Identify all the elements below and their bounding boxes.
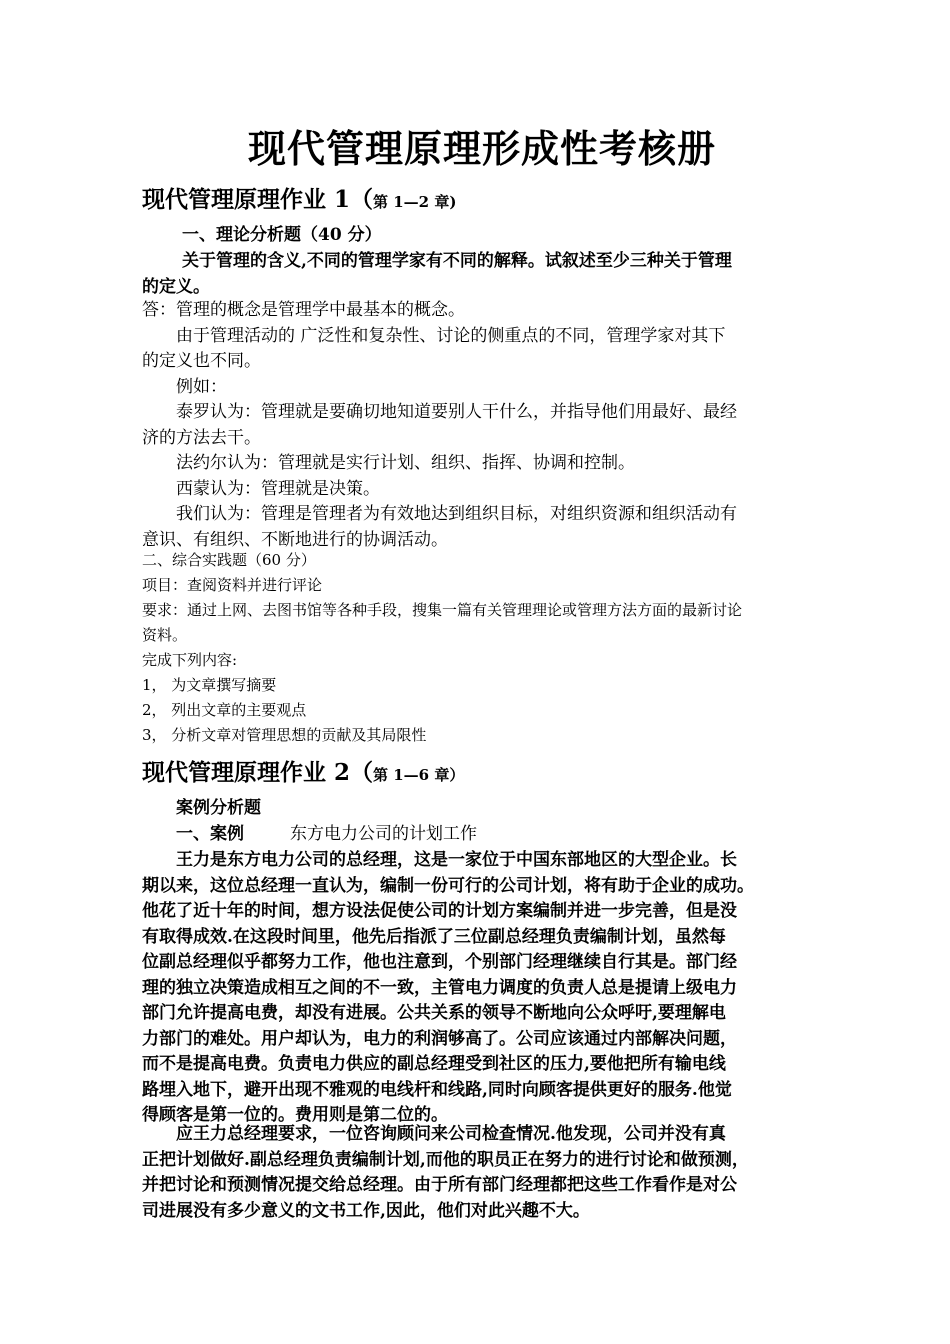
question-line: 关于管理的含义,不同的管理学家有不同的解释。试叙述至少三种关于管理 — [182, 251, 732, 271]
section2-line: 完成下列内容: — [142, 651, 238, 669]
answer-line: 答：管理的概念是管理学中最基本的概念。 — [142, 300, 465, 320]
hw2-heading-text: 现代管理原理作业 2（ — [142, 759, 374, 786]
case-line: 应王力总经理要求，一位咨询顾问来公司检查情况.他发现，公司并没有真 — [176, 1124, 726, 1144]
case-line: 得顾客是第一位的。费用则是第二位的。 — [142, 1105, 448, 1125]
case-name: 东方电力公司的计划工作 — [290, 824, 477, 844]
section2-line: 二、综合实践题（60 分） — [142, 551, 316, 569]
case-line: 他花了近十年的时间，想方设法促使公司的计划方案编制并进一步完善，但是没 — [142, 901, 737, 921]
section2-line: 2， 列出文章的主要观点 — [142, 701, 307, 719]
hw2-case-paragraph-2 — [142, 1122, 822, 1224]
case-line: 部门允许提高电费，却没有进展。公共关系的领导不断地向公众呼吁,要理解电 — [142, 1003, 726, 1023]
case-line: 并把讨论和预测情况提交给总经理。由于所有部门经理都把这些工作看作是对公 — [142, 1175, 737, 1195]
hw1-answer — [142, 298, 822, 553]
answer-line: 例如： — [176, 376, 227, 397]
section2-line: 1， 为文章撰写摘要 — [142, 676, 277, 694]
case-line: 司进展没有多少意义的文书工作,因此，他们对此兴趣不大。 — [142, 1200, 590, 1221]
answer-line: 法约尔认为：管理就是实行计划、组织、指挥、协调和控制。 — [176, 453, 635, 473]
document-title: 现代管理原理形成性考核册 — [247, 126, 716, 171]
section2-line: 3， 分析文章对管理思想的贡献及其局限性 — [142, 726, 427, 744]
case-label: 一、案例 — [176, 824, 244, 844]
case-line: 路埋入地下，避开出现不雅观的电线杆和线路,同时向顾客提供更好的服务.他觉 — [142, 1079, 732, 1100]
case-line: 力部门的难处。用户却认为，电力的利润够高了。公司应该通过内部解决问题， — [142, 1028, 737, 1049]
question-line: 的定义。 — [142, 276, 210, 297]
section2-line: 要求：通过上网、去图书馆等各种手段，搜集一篇有关管理理论或管理方法方面的最新讨论 — [142, 601, 743, 619]
answer-line: 的定义也不同。 — [142, 351, 261, 371]
section2-line: 项目：查阅资料并进行评论 — [142, 576, 323, 594]
hw1-heading — [142, 184, 822, 218]
answer-line: 由于管理活动的 广泛性和复杂性、讨论的侧重点的不同，管理学家对其下 — [176, 325, 726, 346]
case-line: 期以来，这位总经理一直认为，编制一份可行的公司计划，将有助于企业的成功。 — [142, 875, 754, 896]
hw1-heading-text: 现代管理原理作业 1（ — [142, 186, 374, 213]
hw2-case-heading — [142, 822, 856, 848]
hw1-section2 — [142, 548, 822, 748]
answer-line: 西蒙认为：管理就是决策。 — [176, 478, 380, 499]
hw2-case-title: 案例分析题 — [176, 798, 261, 818]
case-line: 正把计划做好.副总经理负责编制计划,而他的职员正在努力的进行讨论和做预测， — [142, 1149, 749, 1170]
hw1-section1-heading: 一、理论分析题（40 分） — [182, 225, 382, 245]
section2-line: 资料。 — [142, 626, 188, 644]
hw1-question — [142, 249, 822, 300]
answer-line: 意识、有组织、不断地进行的协调活动。 — [142, 529, 448, 550]
case-line: 理的独立决策造成相互之间的不一致，主管电力调度的负责人总是提请上级电力 — [142, 977, 737, 998]
answer-line: 我们认为：管理是管理者为有效地达到组织目标，对组织资源和组织活动有 — [176, 504, 737, 524]
case-line: 位副总经理似乎都努力工作，他也注意到，个别部门经理继续自行其是。部门经 — [142, 952, 737, 972]
hw2-heading — [142, 757, 822, 791]
case-line: 王力是东方电力公司的总经理，这是一家位于中国东部地区的大型企业。长 — [176, 850, 737, 870]
case-line: 有取得成效.在这段时间里，他先后指派了三位副总经理负责编制计划，虽然每 — [142, 926, 726, 947]
hw1-heading-chapters: 第 1—2 章) — [373, 193, 457, 211]
answer-line: 泰罗认为：管理就是要确切地知道要别人干什么，并指导他们用最好、最经 — [176, 402, 737, 422]
hw2-case-paragraph-1 — [142, 848, 822, 1129]
answer-line: 济的方法去干。 — [142, 427, 261, 448]
case-line: 而不是提高电费。负责电力供应的副总经理受到社区的压力,要他把所有输电线 — [142, 1054, 726, 1074]
hw2-heading-chapters: 第 1—6 章） — [373, 766, 465, 784]
